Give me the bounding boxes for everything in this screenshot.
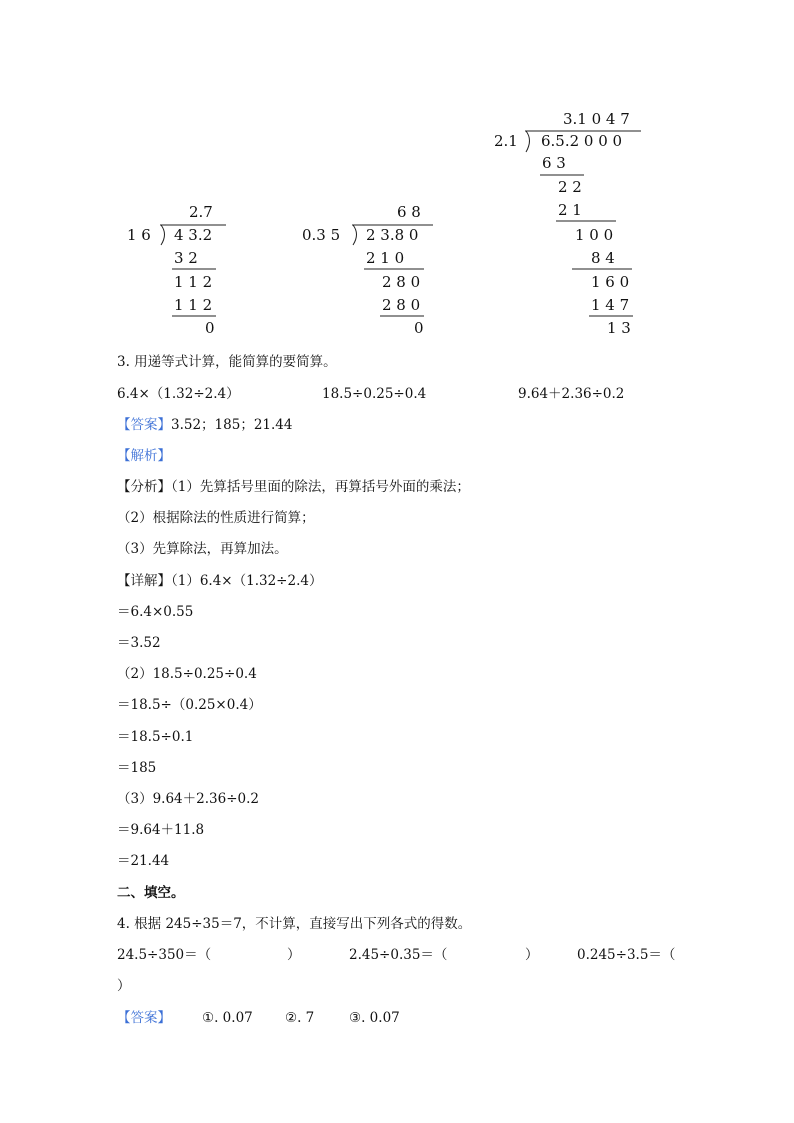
division-1-divisor: 1 6: [127, 226, 151, 244]
division-1: [127, 203, 226, 337]
q4-expr-2-close: ）: [525, 947, 539, 963]
long-division-svg: [0, 0, 794, 345]
q4-expr-1: 24.5÷350＝（: [117, 947, 212, 963]
q4-title: 4. 根据 245÷35＝7，不计算，直接写出下列各式的得数。: [117, 916, 472, 932]
q3-solution-line-5: ＝18.5÷（0.25×0.4）: [117, 697, 262, 713]
section-2-title: 二、填空。: [117, 885, 185, 901]
q3-solution-line-6: ＝18.5÷0.1: [117, 729, 194, 745]
division-1-step-3: 1 1 2: [174, 296, 213, 314]
division-3-remainder: 1 3: [607, 319, 631, 337]
q3-solution-line-4: （2）18.5÷0.25÷0.4: [117, 666, 257, 682]
q4-expr-3: 0.245÷3.5＝（: [577, 947, 676, 963]
division-1-remainder: 0: [205, 319, 215, 337]
division-2-remainder: 0: [414, 319, 424, 337]
division-2-divisor: 0.3 5: [302, 226, 341, 244]
q3-expr-2: 18.5÷0.25÷0.4: [322, 386, 427, 402]
division-3-bracket: [526, 131, 530, 152]
q3-analysis-label: 【解析】: [117, 448, 171, 464]
division-3-step-2: 2 2: [558, 178, 582, 196]
division-3-step-5: 8 4: [591, 249, 615, 267]
division-3-step-6: 1 6 0: [591, 273, 630, 291]
q3-answer-row: [117, 416, 292, 434]
division-2-step-1: 2 1 0: [366, 249, 405, 267]
division-2-bracket: [353, 225, 357, 245]
q3-title: 3. 用递等式计算，能简算的要简算。: [117, 354, 337, 370]
division-3-step-1: 6 3: [542, 154, 566, 172]
division-3: [494, 110, 641, 337]
q3-solution-line-10: ＝21.44: [117, 853, 170, 869]
q4-expr-1-close: ）: [287, 947, 301, 963]
q3-expr-3: 9.64＋2.36÷0.2: [518, 386, 625, 402]
q3-xiangjie-label: 【详解】: [117, 573, 171, 589]
q3-answer-text: 3.52；185；21.44: [171, 417, 293, 433]
q4-answer-2: ②. 7: [285, 1010, 315, 1026]
q4-answer-row: [117, 1009, 171, 1027]
q3-solution-line-1: （1）6.4×（1.32÷2.4）: [171, 573, 323, 589]
division-1-quotient: 2.7: [189, 203, 213, 221]
division-2-dividend: 2 3.8 0: [366, 226, 419, 244]
q4-expr-3-close: ）: [117, 978, 131, 994]
division-2-step-2: 2 8 0: [382, 273, 421, 291]
q3-solution-line-3: ＝3.52: [117, 635, 161, 651]
q3-fenxi-row: [117, 478, 470, 496]
q3-xiangjie-row: [117, 572, 322, 590]
q4-expr-2: 2.45÷0.35＝（: [349, 947, 448, 963]
division-1-step-2: 1 1 2: [174, 273, 213, 291]
division-3-step-7: 1 4 7: [591, 296, 630, 314]
division-1-bracket: [161, 225, 165, 245]
long-division-figures: [0, 0, 794, 345]
q4-answer-1: ①. 0.07: [202, 1010, 253, 1026]
q3-solution-line-8: （3）9.64＋2.36÷0.2: [117, 791, 259, 807]
division-3-step-3: 2 1: [558, 201, 582, 219]
division-1-dividend: 4 3.2: [174, 226, 213, 244]
q3-solution-line-2: ＝6.4×0.55: [117, 604, 194, 620]
division-1-step-1: 3 2: [174, 249, 198, 267]
q3-solution-line-9: ＝9.64＋11.8: [117, 822, 205, 838]
division-3-quotient: 3.1 0 4 7: [563, 110, 630, 128]
division-3-divisor: 2.1: [494, 132, 518, 150]
division-2-step-3: 2 8 0: [382, 296, 421, 314]
q3-fenxi-3: （3）先算除法，再算加法。: [117, 541, 288, 557]
q3-fenxi-label: 【分析】: [117, 479, 171, 495]
q3-fenxi-2: （2）根据除法的性质进行简算；: [117, 510, 315, 526]
q3-solution-line-7: ＝185: [117, 760, 157, 776]
division-3-dividend: 6.5.2 0 0 0: [541, 132, 623, 150]
q3-answer-label: 【答案】: [117, 417, 171, 433]
division-2-quotient: 6 8: [397, 203, 421, 221]
division-2: [302, 203, 433, 337]
q3-fenxi-1: （1）先算括号里面的除法，再算括号外面的乘法；: [171, 479, 470, 495]
q4-answer-label: 【答案】: [117, 1010, 171, 1026]
q3-expr-1: 6.4×（1.32÷2.4）: [117, 386, 240, 402]
q4-answer-3: ③. 0.07: [349, 1010, 400, 1026]
division-3-step-4: 1 0 0: [575, 226, 614, 244]
